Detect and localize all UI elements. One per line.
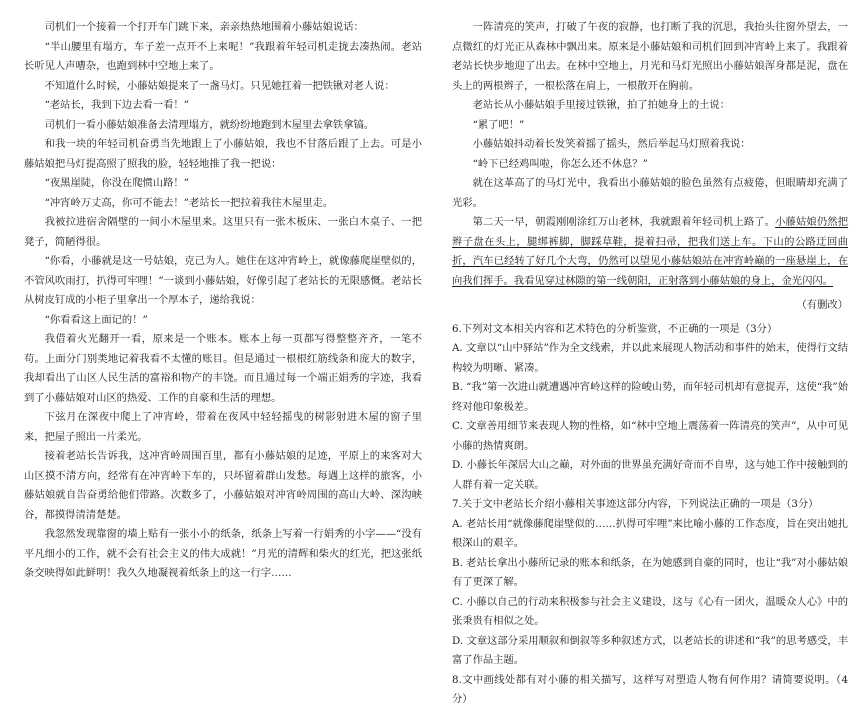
paragraph: “你看看这上面记的！” <box>44 313 148 326</box>
question-8: 8.文中画线处都有对小藤的相关描写，这样写对塑造人物有何作用？请简要说明。（4分） <box>452 673 848 705</box>
paragraph: “你看，小藤就是这一号姑娘，克己为人。她住在这冲宵岭上，就像藤爬崖壁似的，不管风吹雨打，扒得可牢哩！”一谈到小藤姑娘，好像引起了老站长的无限感慨。老站长从树皮钉成的小柜子里拿出一个厚本子，递给我说： <box>24 255 422 306</box>
paragraph: 下弦月在深夜中爬上了冲宵岭，带着在夜风中轻轻摇曳的树影射进木屋的窗子里来，把屋子照出一片柔光。 <box>24 411 422 443</box>
paragraph: “半山腰里有塌方，车子差一点开不上来呢！”我跟着年轻司机走拢去凑热闹。老站长听见人声嘈杂，也跑到林中空地上来了。 <box>24 40 422 72</box>
paragraph: “岭下已经鸡叫啦，你怎么还不休息？” <box>472 157 648 170</box>
option-7b: B. 老站长拿出小藤所记录的账本和纸条，在为她感到自豪的同时，也让“我”对小藤姑娘有了更深了解。 <box>452 556 848 588</box>
paragraph: “夜黑崖陡，你没在爬惯山路！” <box>44 177 189 189</box>
paragraph: 和我一块的年轻司机奋勇当先地跟上了小藤姑娘，我也不甘落后跟了上去。可是小藤姑娘把马灯提高照了照我的脸，轻轻地推了我一把说： <box>24 138 422 170</box>
paragraph: 我忽然发现靠窗的墙上贴有一张小小的纸条，纸条上写着一行娟秀的小字——“没有平凡细小的工作，就不会有社会主义的伟大成就！”月光的清辉和柴火的红光，把这张纸条交映得如此鲜明！我久久地凝视着纸条上的这一行字…… <box>24 528 422 579</box>
final-paragraph <box>452 213 848 291</box>
option-6d: D. 小藤长年深居大山之巅，对外面的世界虽充满好奇而不自卑，这与她工作中接触到的人群有着一定关联。 <box>452 459 848 491</box>
final-paragraph-text: 第二天一早，朝霞刚刚涂红万山老林，我就跟着年轻司机上路了。 <box>472 216 776 228</box>
option-7d: D. 文章这部分采用顺叙和倒叙等多种叙述方式，以老站长的讲述和“我”的思考感受，丰富了作品主题。 <box>452 634 848 666</box>
paragraph: 我借着火光翻开一看，原来是一个账本。账本上每一页都写得整整齐齐，一笔不苟。上面分门别类地记着我看不太懂的账目。但是通过一根根红筋线条和庞大的数字，我却看出了山区人民生活的富裕和物产的丰饶。而且通过每一个端正娟秀的字迹，我看到了小藤姑娘对山区的热爱、工作的自豪和生活的理想。 <box>24 333 422 404</box>
paragraph: “累了吧！” <box>472 118 525 131</box>
source-note: （有删改） <box>796 299 848 311</box>
question-7: 7.关于文中老站长介绍小藤相关事迹这部分内容，下列说法正确的一项是（3分） <box>452 498 819 510</box>
paragraph: 就在这革高了的马灯光中，我看出小藤姑娘的脸色虽然有点疲倦，但眼睛却充满了光彩。 <box>452 177 848 209</box>
option-6b: B. “我”第一次进山就遭遇冲宵岭这样的险峻山势，而年轻司机却有意捉弄，这使“我”始终对他印象极差。 <box>452 381 848 413</box>
right-column <box>430 18 860 705</box>
option-6a: A. 文章以“山中驿站”作为全文线索，并以此来展现人物活动和事件的始末，使得行文结构较为明晰、紧凑。 <box>452 342 848 374</box>
paragraph: 小藤姑娘抖动着长发笑着摇了摇头，然后举起马灯照着我说： <box>472 138 751 150</box>
option-7a: A. 老站长用“就像藤爬崖壁似的……扒得可牢哩”来比喻小藤的工作态度，旨在突出她扎根深山的艰辛。 <box>452 517 848 549</box>
paragraph: 老站长从小藤姑娘手里接过铁锹，拍了拍她身上的土说： <box>472 99 731 111</box>
option-6c: C. 文章善用细节来表现人物的性格，如“林中空地上震荡着一阵清亮的笑声”，从中可见小藤的热情爽朗。 <box>452 420 848 452</box>
paragraph: 司机们一个接着一个打开车门跳下来，亲亲热热地围着小藤姑娘说话： <box>44 21 364 33</box>
paragraph: “冲宵岭万丈高，你可不能去！”老站长一把拉着我往木屋里走。 <box>44 196 334 209</box>
question-6: 6.下列对文本相关内容和艺术特色的分析鉴赏，不正确的一项是（3分） <box>452 322 778 335</box>
paragraph: 一阵清亮的笑声，打破了午夜的寂静，也打断了我的沉思，我抬头往窗外望去，一点微红的灯光正从森林中飘出来。原来是小藤姑娘和司机们回到冲宵岭上来了。我跟着老站长快步地迎了出去。在林中空地上，月光和马灯光照出小藤姑娘浑身都是泥，盘在头上的两根辫子，一根松落在肩上，一根散开在胸前。 <box>452 21 848 92</box>
paragraph: 不知道什么时候，小藤姑娘提来了一盏马灯。只见她扛着一把铁锹对老人说： <box>44 79 395 92</box>
option-7c: C. 小藤以自己的行动来积极参与社会主义建设，这与《心有一团火，温暖众人心》中的张秉贵有相似之处。 <box>452 595 848 627</box>
paragraph: “老站长，我到下边去看一看！” <box>44 99 189 111</box>
left-column <box>0 18 430 607</box>
paragraph: 司机们一看小藤姑娘准备去清理塌方，就纷纷地跑到木屋里去拿铁拿镐。 <box>44 118 375 131</box>
paragraph: 我被拉进宿舍隔壁的一间小木屋里来。这里只有一张木板床、一张白木桌子、一把凳子，简陋得很。 <box>24 216 422 248</box>
paragraph: 接着老站长告诉我，这冲宵岭周围百里，都有小藤姑娘的足迹，平原上的来客对大山区摸不清方向，经常有在冲宵岭下车的，只坏留着群山发愁。每遇上这样的旅客，小藤姑娘就自告奋勇给他们带路。次数多了，小藤姑娘对冲宵岭周围的高山大岭、深沟峡谷，都摸得清清楚楚。 <box>24 450 422 521</box>
questions <box>452 320 848 710</box>
underlined-passage: 小藤姑娘仍然把辫子盘在头上，腿绑裤脚，脚踩草鞋，提着扫帚，把我们送上车。下山的公路迂回曲折，汽车已经转了好几个大弯，仍然可以望见小藤姑娘站在冲宵岭巅的一座悬崖上，在向我们挥手。我看见穿过林隙的第一线朝阳，正射落到小藤姑娘的身上，金光闪闪。 <box>452 216 849 287</box>
